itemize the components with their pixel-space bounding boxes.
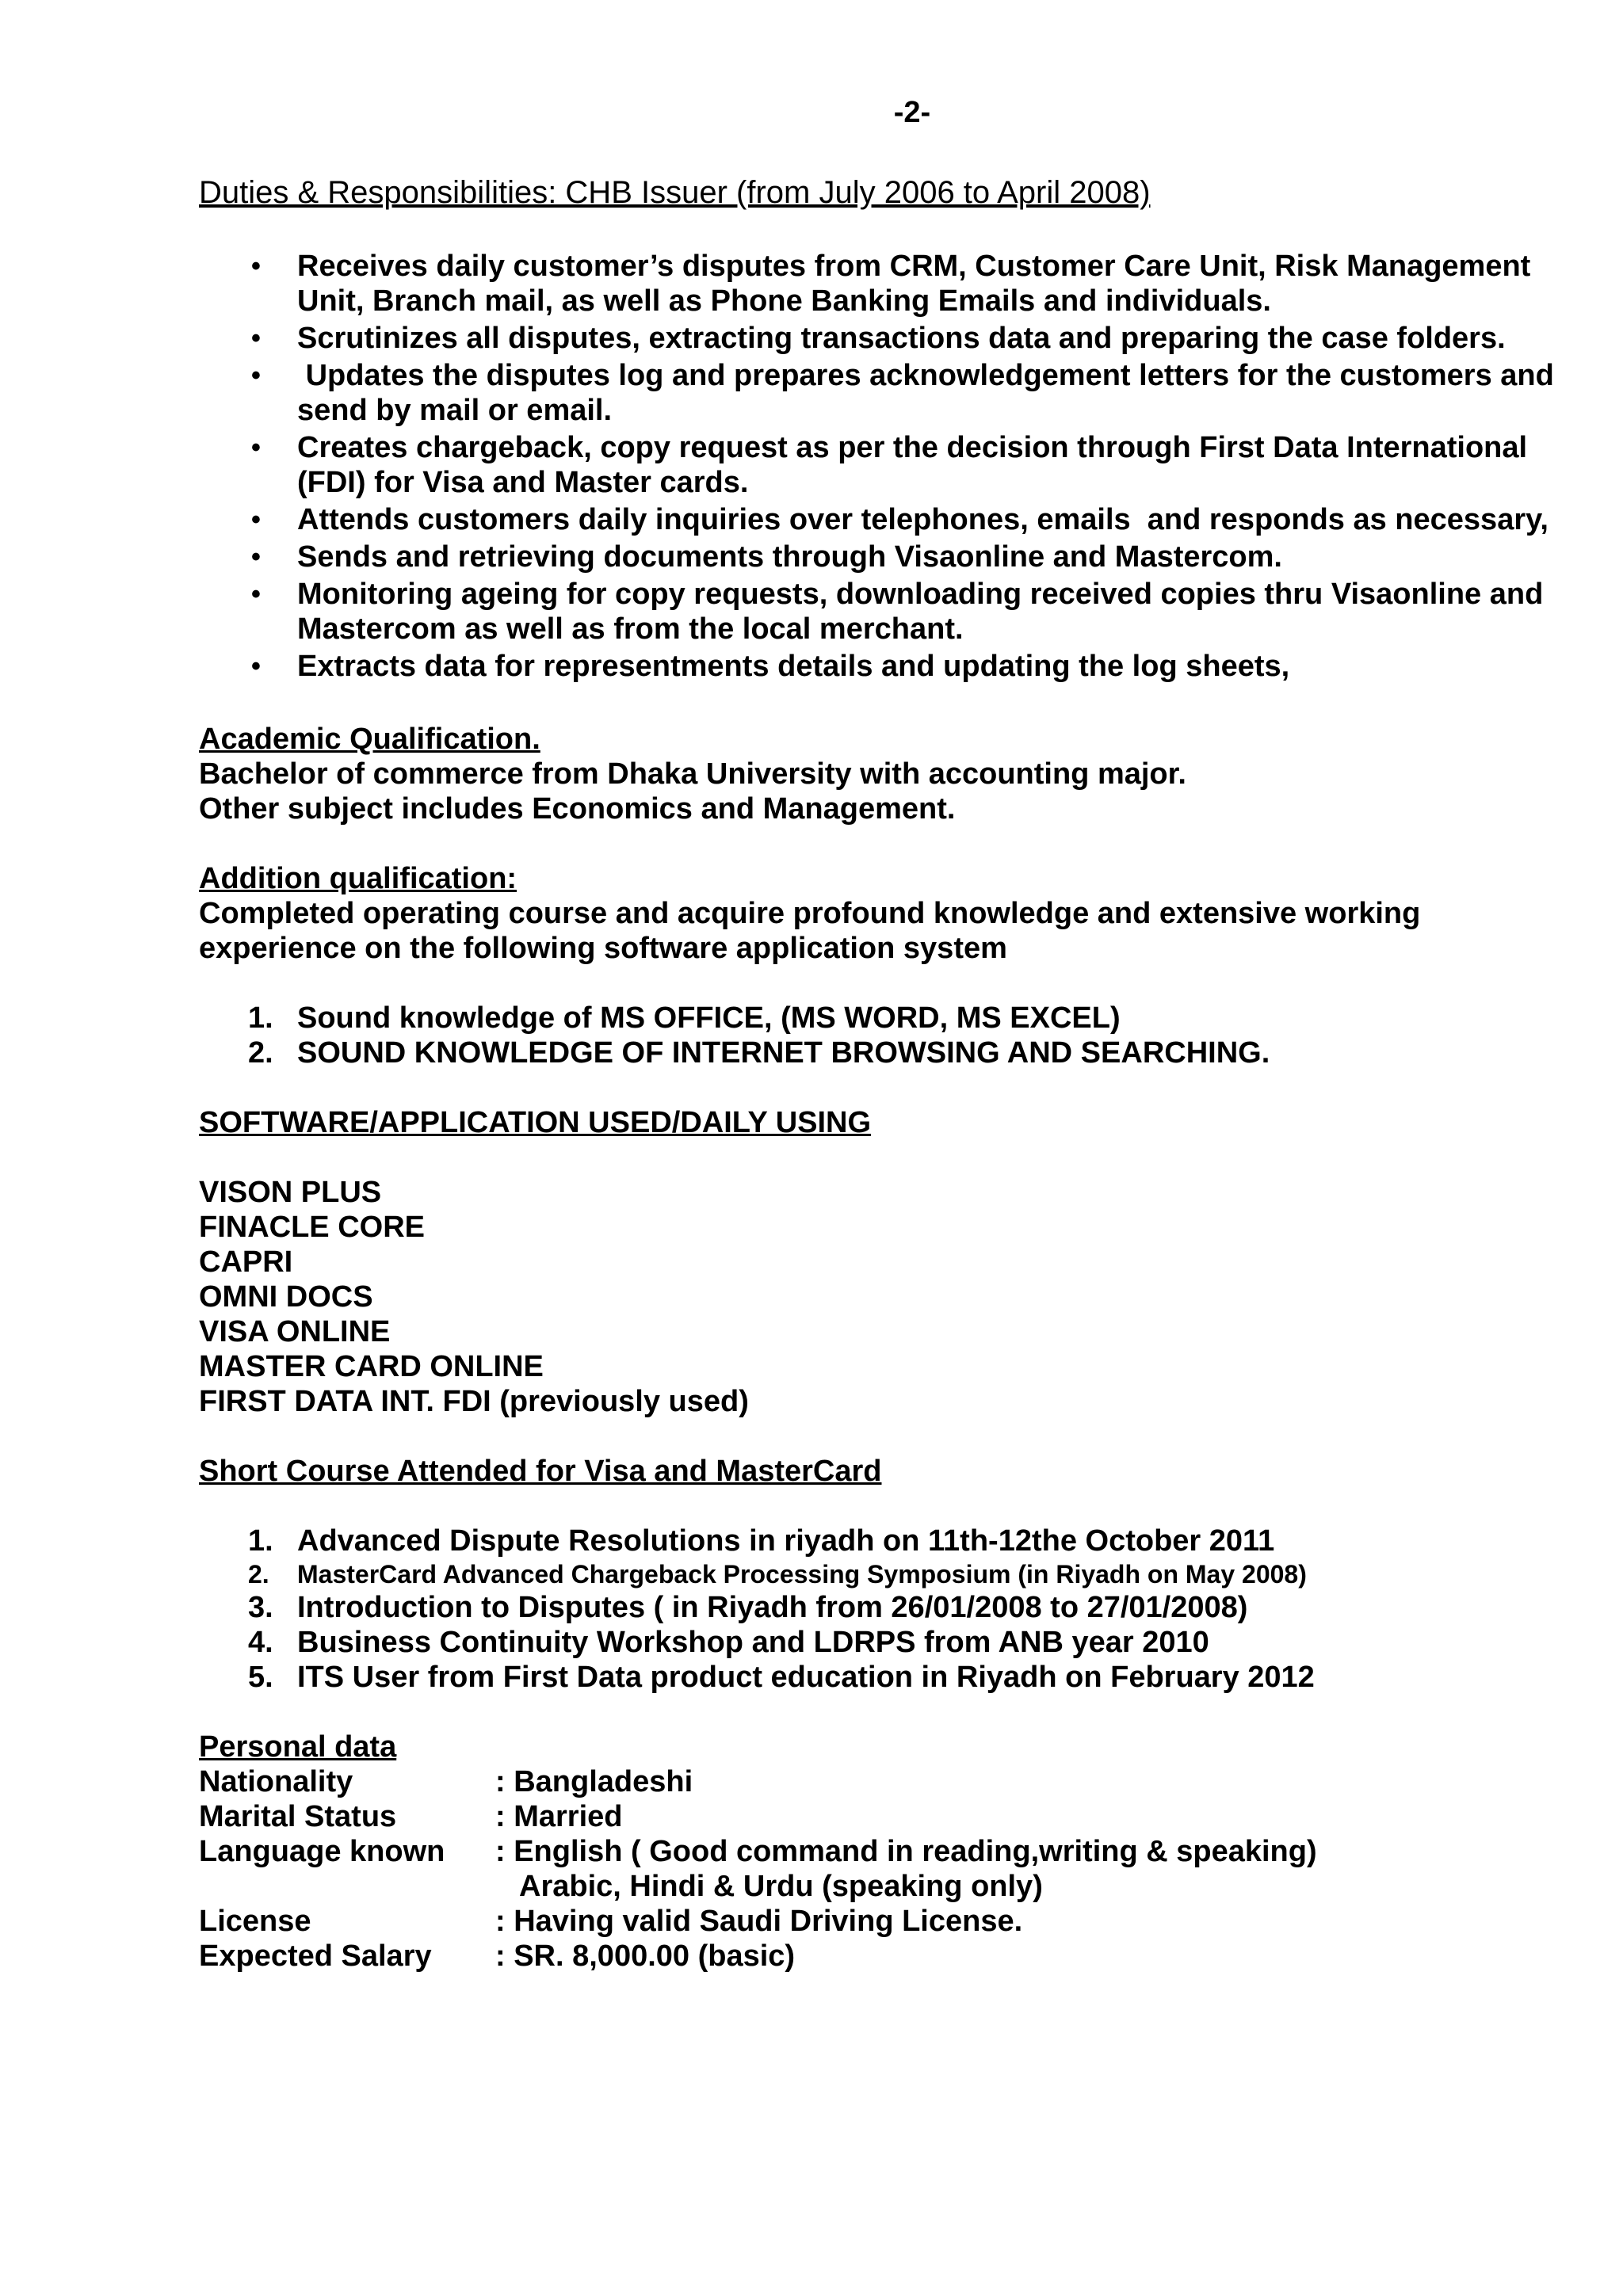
addition-title: Addition qualification:: [199, 862, 517, 895]
course-item: [199, 1625, 1451, 1660]
duties-item: [199, 577, 1597, 646]
software-item: CAPRI: [199, 1245, 293, 1279]
duties-item: [199, 502, 1597, 537]
spacer: [199, 1695, 1451, 1730]
duties-item: [199, 249, 1597, 318]
course-item-text: ITS User from First Data product education in Riyadh on February 2012: [297, 1661, 1315, 1694]
courses-list: [199, 1524, 1451, 1695]
bullet-icon: •: [251, 542, 261, 572]
personal-title: Personal data: [199, 1730, 397, 1764]
duties-item-text: Updates the disputes log and prepares acknowledgement letters for the customers and send by mail or email.: [297, 359, 1563, 427]
spacer: [199, 826, 1451, 861]
course-item-text: MasterCard Advanced Chargeback Processing Symposium (in Riyadh on May 2008): [297, 1560, 1307, 1589]
courses-title: Short Course Attended for Visa and MasterCard: [199, 1455, 882, 1488]
duties-list: [199, 249, 1563, 684]
duties-item-text: Receives daily customer’s disputes from CRM, Customer Care Unit, Risk Management Unit, Branch mail, as well as Phone Banking Emails and individuals.: [297, 250, 1531, 318]
duties-item: [199, 358, 1597, 428]
personal-row-expected-salary: [199, 1939, 1451, 1974]
personal-label: Language known: [199, 1835, 445, 1868]
language-continuation: Arabic, Hindi & Urdu (speaking only): [519, 1870, 1043, 1903]
page-content: [199, 95, 1563, 1974]
list-number: 2.: [248, 1036, 273, 1070]
software-item: FIRST DATA INT. FDI (previously used): [199, 1385, 749, 1418]
page-number: -2-: [893, 96, 931, 129]
spacer: [199, 966, 1451, 1001]
academic-line: Other subject includes Economics and Management.: [199, 792, 956, 826]
spacer: [199, 1140, 1451, 1175]
bullet-icon: •: [251, 433, 261, 463]
duties-item-text: Creates chargeback, copy request as per the decision through First Data International (FDI) for Visa and Master cards.: [297, 431, 1528, 499]
bullet-icon: •: [251, 651, 261, 681]
software-title: SOFTWARE/APPLICATION USED/DAILY USING: [199, 1106, 872, 1139]
list-number: 5.: [248, 1661, 273, 1694]
duties-item: [199, 649, 1597, 684]
personal-label: Marital Status: [199, 1800, 397, 1833]
course-item: [199, 1524, 1451, 1558]
personal-value: : SR. 8,000.00 (basic): [495, 1939, 796, 1973]
list-number: 2.: [248, 1560, 269, 1589]
academic-line: Bachelor of commerce from Dhaka University with accounting major.: [199, 757, 1186, 791]
personal-label: Expected Salary: [199, 1939, 432, 1973]
addition-intro: Completed operating course and acquire profound knowledge and extensive working experience on the following software application system: [199, 897, 1421, 965]
bullet-icon: •: [251, 360, 261, 391]
duties-item: [199, 540, 1597, 574]
addition-item-text: SOUND KNOWLEDGE OF INTERNET BROWSING AND SEARCHING.: [297, 1036, 1270, 1070]
bullet-icon: •: [251, 579, 261, 609]
duties-item-text: Attends customers daily inquiries over telephones, emails and responds as necessary,: [297, 503, 1549, 536]
personal-row-nationality: [199, 1764, 1451, 1799]
academic-title: Academic Qualification.: [199, 723, 540, 756]
course-item-text: Business Continuity Workshop and LDRPS from ANB year 2010: [297, 1626, 1209, 1659]
software-item: VISA ONLINE: [199, 1315, 391, 1348]
duties-item-text: Extracts data for representments details and updating the log sheets,: [297, 650, 1290, 683]
personal-value: : Married: [495, 1800, 623, 1833]
addition-item: [199, 1035, 1451, 1070]
personal-row-license: [199, 1904, 1451, 1939]
course-item: [199, 1558, 1451, 1590]
personal-value: : Bangladeshi: [495, 1765, 693, 1798]
spacer: [199, 1419, 1451, 1454]
personal-row-language: [199, 1834, 1451, 1869]
duties-item-text: Monitoring ageing for copy requests, downloading received copies thru Visaonline and Mastercom as well as from the local merchant.: [297, 578, 1544, 646]
duties-title: Duties & Responsibilities: CHB Issuer (from July 2006 to April 2008): [199, 175, 1151, 210]
personal-label: License: [199, 1905, 311, 1938]
software-item: MASTER CARD ONLINE: [199, 1350, 544, 1383]
personal-value: : Having valid Saudi Driving License.: [495, 1905, 1023, 1938]
course-item-text: Advanced Dispute Resolutions in riyadh on 11th-12the October 2011: [297, 1524, 1275, 1558]
software-item: OMNI DOCS: [199, 1280, 373, 1314]
addition-list: [199, 1001, 1451, 1070]
duties-item: [199, 430, 1597, 500]
software-item: FINACLE CORE: [199, 1211, 425, 1244]
software-list: [199, 1175, 1451, 1419]
spacer: [199, 1489, 1451, 1524]
addition-item: [199, 1001, 1451, 1035]
bullet-icon: •: [251, 323, 261, 353]
course-item-text: Introduction to Disputes ( in Riyadh from 26/01/2008 to 27/01/2008): [297, 1591, 1248, 1624]
list-number: 4.: [248, 1626, 273, 1659]
spacer: [199, 1070, 1451, 1105]
addition-item-text: Sound knowledge of MS OFFICE, (MS WORD, MS EXCEL): [297, 1001, 1121, 1035]
personal-value: : English ( Good command in reading,writing & speaking): [495, 1835, 1317, 1868]
list-number: 1.: [248, 1524, 273, 1558]
list-number: 1.: [248, 1001, 273, 1035]
personal-row-marital-status: [199, 1799, 1451, 1834]
bullet-icon: •: [251, 505, 261, 535]
duties-item-text: Sends and retrieving documents through Visaonline and Mastercom.: [297, 540, 1282, 574]
bullet-icon: •: [251, 251, 261, 281]
course-item: [199, 1660, 1451, 1695]
duties-item: [199, 321, 1597, 356]
list-number: 3.: [248, 1591, 273, 1624]
software-item: VISON PLUS: [199, 1176, 382, 1209]
personal-label: Nationality: [199, 1765, 353, 1798]
spacer: [199, 686, 1451, 722]
course-item: [199, 1590, 1451, 1625]
duties-item-text: Scrutinizes all disputes, extracting transactions data and preparing the case folders.: [297, 322, 1506, 355]
